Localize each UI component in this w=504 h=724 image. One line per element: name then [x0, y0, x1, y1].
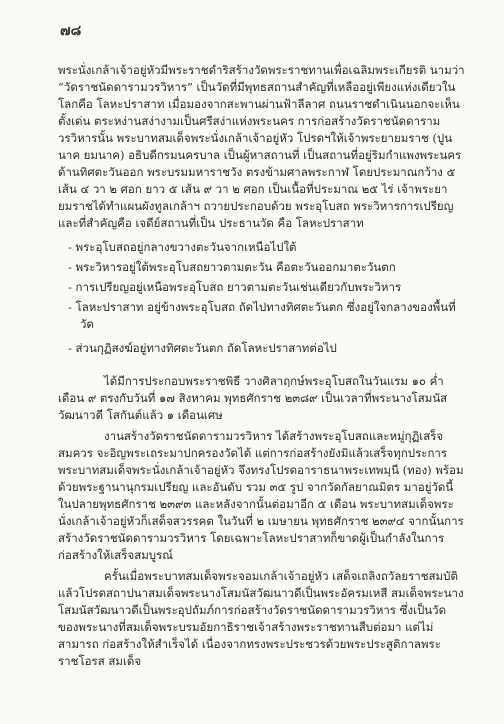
bullet-item: - การเปรียญอยู่เหนือพระอุโบสถ ยาวตามตะวันเช่นเดียวกับพระวิหาร — [68, 280, 402, 294]
bullet-item: - พระอุโบสถอยู่กลางขวางตะวันจากเหนือไปใต้ — [68, 240, 297, 254]
bullet-item: - โลหะปราสาท อยู่ข้างพระอุโบสถ ถัดไปทางทิศตะวันตก ซึ่งอยู่ใจกลางของพื้นที่วัด — [68, 300, 456, 331]
paragraph: ครั้นเมื่อพระบาทสมเด็จพระจอมเกล้าเจ้าอยู่หัว เสด็จเถลิงถวัลยราชสมบัติ แล้วโปรดสถาปนาสมเด็จพระนางโสมนัสวัฒนาวดีเป็นพระอัครมเหสี สมเด็จพระนางโสมนัสวัฒนาวดีเป็นพระอุปถัมภ์การก่อสร้างวัดราชนัดดารามวรวิหาร ซึ่งเป็นวัดของพระนางที่สมเด็จพระบรมอัยกาธิราชเจ้าสร้างพระราชทานสืบต่อมา แต่ไม่สามารถ ก่อสร้างให้สำเร็จได้ เนื่องจากทรงพระประชวรด้วยพระประสูติกาลพระราชโอรส สมเด็จ — [58, 569, 464, 668]
bullet-item: - ส่วนกุฏิสงฆ์อยู่ทางทิศตะวันตก ถัดโลหะปราสาทต่อไป — [68, 341, 337, 355]
body-text — [58, 62, 466, 670]
paragraph: ได้มีการประกอบพระราชพิธี วางศิลาฤกษ์พระอุโบสถในวันแรม ๑๐ ค่ำ เดือน ๙ ตรงกับวันที่ ๑๗ สิงหาคม พุทธศักราช ๒๓๘๙ เป็นเวลาที่พระนางโสมนัสวัฒนาวดี โสกันต์แล้ว ๑ เดือนเศษ — [58, 374, 448, 422]
paragraph: พระนั่งเกล้าเจ้าอยู่หัวมีพระราชดำริสร้างวัดพระราชทานเพื่อเฉลิมพระเกียรติ นามว่า “วัดราชนัดดารามวรวิหาร” เป็นวัดที่มีพุทธสถานสำคัญที่เหลืออยู่เพียงแห่งเดียวในโลกคือ โลหะปราสาท เมื่อมองจากสะพานผ่านฟ้าลีลาศ ถนนราชดำเนินนอกจะเห็นตั้งเด่น ตระหง่านสง่างามเป็นศรีสง่าแห่งพระนคร การก่อสร้างวัดราชนัดดารามวรวิหารนั้น พระบาทสมเด็จพระนั่งเกล้าเจ้าอยู่หัว โปรดฯให้เจ้าพระยายมราช (ปูนนาค ยมนาค) อธิบดีกรมนครบาล เป็นผู้หาสถานที่ เป็นสถานที่อยู่ริมกำแพงพระนครด้านทิศตะวันออก พระบรมมหาราชวัง ตรงข้ามศาลพระกาฬ โดยประมาณกว้าง ๕ เส้น ๔ วา ๒ ศอก ยาว ๕ เส้น ๙ วา ๒ ศอก เป็นเนื้อที่ประมาณ ๒๕ ไร่ เจ้าพระยายมราชได้ทำแผนผังทูลเกล้าฯ ถวายประกอบด้วย พระอุโบสถ พระวิหารการเปรียญ และที่สำคัญคือ เจดีย์สถานที่เป็น ประธานวัด คือ โลหะปราสาท — [58, 63, 465, 230]
bullet-item: - พระวิหารอยู่ใต้พระอุโบสถยาวตามตะวัน คือตะวันออกมาตะวันตก — [68, 260, 396, 274]
paragraph: งานสร้างวัดราชนัดดารามวรวิหาร ได้สร้างพระอุโบสถและหมู่กุฏิเสร็จสมควร จะอิญพระเถระมาปกครองวัดได้ แต่การก่อสร้างยังมิแล้วเสร็จทุกประการ พระบาทสมเด็จพระนั่งเกล้าเจ้าอยู่หัว จึงทรงโปรดอาราธนาพระเทพมุนี (ทอง) พร้อมด้วยพระฐานานุกรมเปรียญ และอันดับ รวม ๓๕ รูป จากวัดกัลยาณมิตร มาอยู่วัดนี้ในปลายพุทธศักราช ๒๓๙๓ และหลังจากนั้นต่อมาอีก ๕ เดือน พระบาทสมเด็จพระนั่งเกล้าเจ้าอยู่หัวก็เสด็จสวรรคต ในวันที่ ๒ เมษายน พุทธศักราช ๒๓๙๔ จากนั้นการสร้างวัดราชนัดดารามวรวิหาร โดยเฉพาะโลหะปราสาทก็ขาดผู้เป็นกำลังในการก่อสร้างให้เสร็จสมบูรณ์ — [58, 429, 464, 562]
page-number: ๗๘ — [60, 23, 82, 39]
